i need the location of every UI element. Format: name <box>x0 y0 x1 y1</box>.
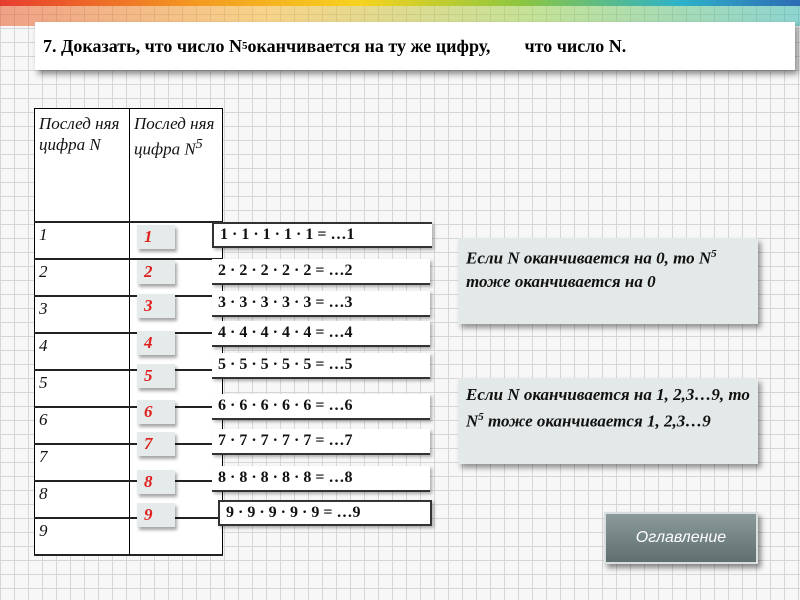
header2-sup: 5 <box>195 136 203 152</box>
note-zero-sup: 5 <box>711 248 717 260</box>
title-part3: что число N. <box>524 35 627 56</box>
note-other-digits <box>458 378 758 464</box>
title-part1: 7. Доказать, что число N <box>43 35 242 56</box>
header-last-digit-n5 <box>130 109 223 223</box>
product-line: 1 · 1 · 1 · 1 · 1 = …1 <box>212 222 432 248</box>
result-digit: 7 <box>137 432 175 456</box>
note-zero-a: Если N оканчивается на 0, то N <box>466 248 712 268</box>
digit-cell: 1 <box>35 222 130 259</box>
digit-cell: 4 <box>35 333 130 370</box>
last-digit-table <box>34 108 223 556</box>
digit-cell: 7 <box>35 444 130 481</box>
note-others-sup: 5 <box>478 411 484 423</box>
result-digit: 2 <box>137 260 175 284</box>
product-line: 2 · 2 · 2 · 2 · 2 = …2 <box>212 259 430 285</box>
digit-cell: 9 <box>35 518 130 555</box>
product-line: 7 · 7 · 7 · 7 · 7 = …7 <box>212 429 430 455</box>
note-others-a: Если N оканчивается на 1, 2,3…9, то N <box>466 385 750 431</box>
product-line: 4 · 4 · 4 · 4 · 4 = …4 <box>212 321 430 347</box>
header2-text: Послед няя цифра N <box>134 114 215 159</box>
header-last-digit-n: Послед няя цифра N <box>35 109 130 223</box>
result-digit: 8 <box>137 470 175 494</box>
result-digit: 9 <box>137 503 175 527</box>
title-part2: оканчивается на ту же цифру, <box>247 35 491 56</box>
title-sup: 5 <box>241 40 248 52</box>
digit-cell: 3 <box>35 296 130 333</box>
table-of-contents-button[interactable]: Оглавление <box>604 512 758 564</box>
digit-cell: 2 <box>35 259 130 296</box>
product-line: 3 · 3 · 3 · 3 · 3 = …3 <box>212 291 430 317</box>
task-title <box>35 22 795 70</box>
result-digit: 1 <box>137 225 175 249</box>
digit-cell: 8 <box>35 481 130 518</box>
digit-cell: 5 <box>35 370 130 407</box>
note-others-b: тоже оканчивается 1, 2,3…9 <box>483 411 711 431</box>
product-line: 8 · 8 · 8 · 8 · 8 = …8 <box>212 466 430 492</box>
product-line: 9 · 9 · 9 · 9 · 9 = …9 <box>218 500 432 526</box>
product-line: 6 · 6 · 6 · 6 · 6 = …6 <box>212 394 430 420</box>
note-zero-b: тоже оканчивается на 0 <box>466 271 656 291</box>
result-digit: 5 <box>137 364 175 388</box>
result-digit: 6 <box>137 400 175 424</box>
result-digit: 3 <box>137 294 175 318</box>
digit-cell: 6 <box>35 407 130 444</box>
product-line: 5 · 5 · 5 · 5 · 5 = …5 <box>212 353 430 379</box>
note-zero <box>458 238 758 324</box>
result-digit: 4 <box>137 331 175 355</box>
